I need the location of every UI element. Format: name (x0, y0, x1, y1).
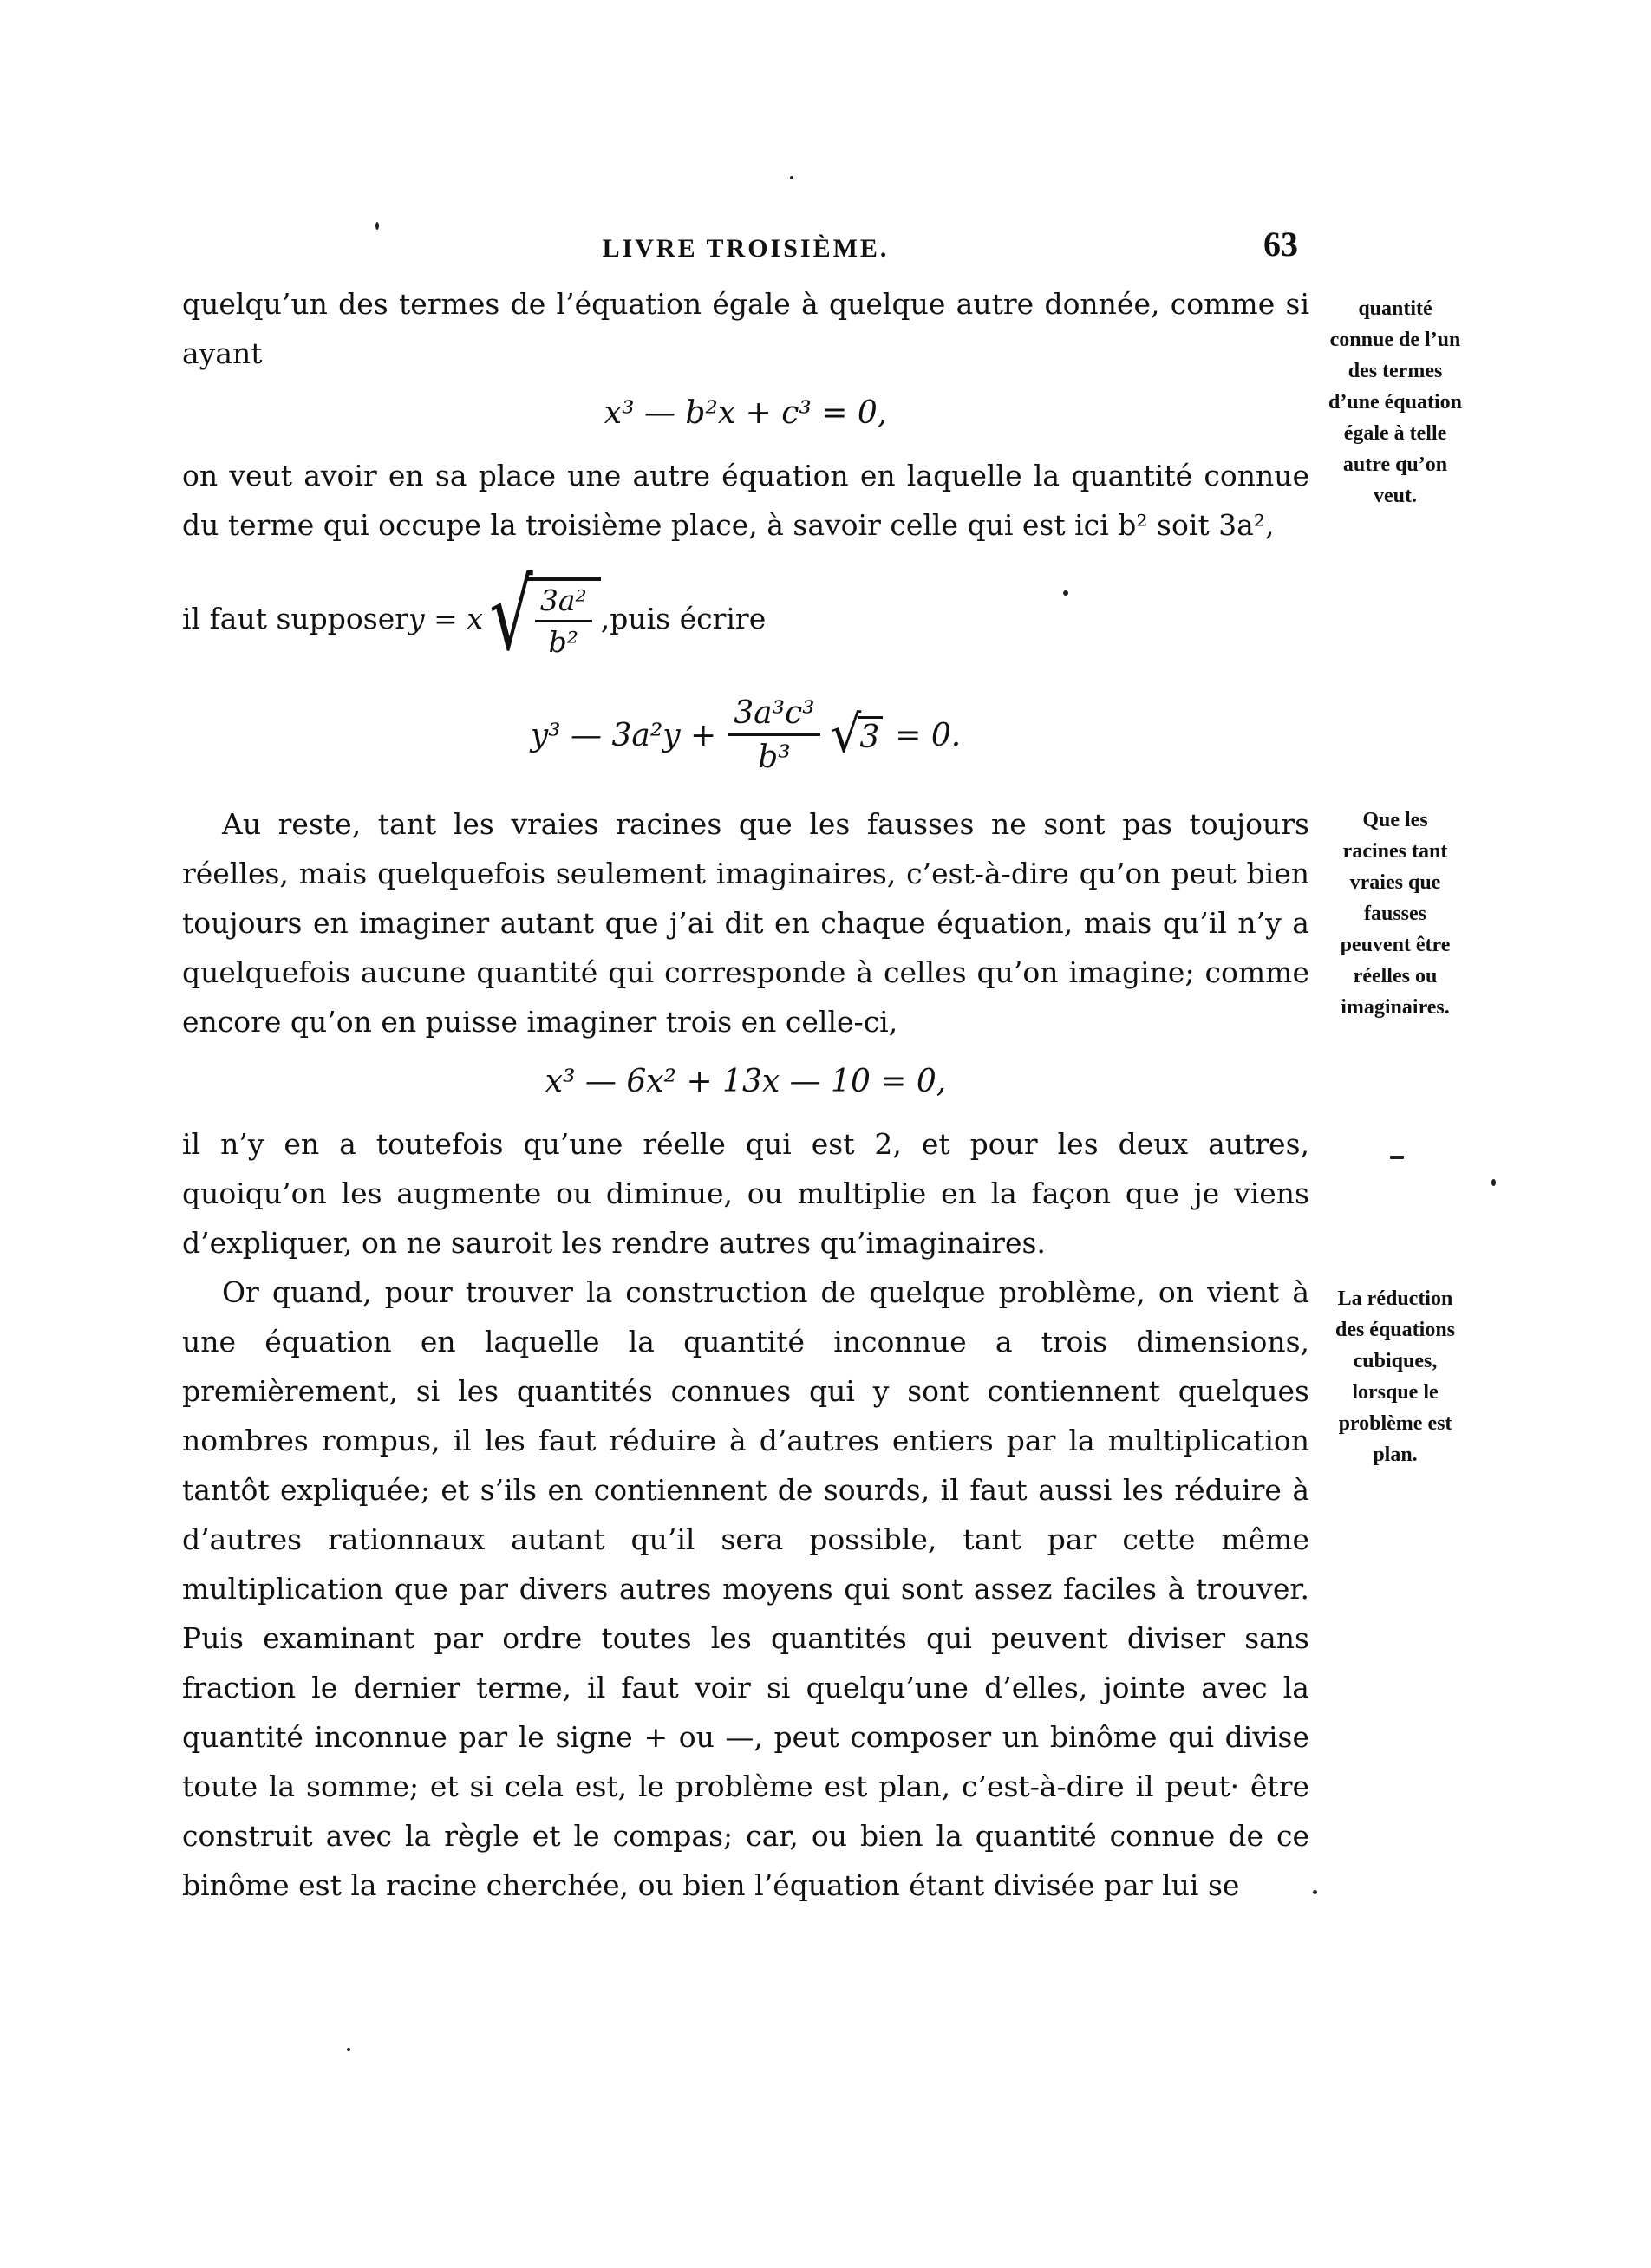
radicand (525, 577, 601, 659)
fraction-denominator: b³ (758, 740, 791, 775)
radical-sign: √ (830, 705, 862, 765)
radical-sign: √ (489, 558, 533, 672)
fraction-denominator: b² (548, 625, 578, 659)
comma: , (600, 601, 610, 635)
paragraph: Or quand, pour trouver la construction de quelque problème, on vient à une équation en laquelle la quantité inconnue a trois dimensions, premièrement, si les quantités connues qui y sont contiennent quelques nombres rompus, il les faut réduire à d’autres entiers par la multiplication tantôt expliquée; et s’ils en contiennent de sourds, il faut aussi les réduire à d’autres rationnaux autant qu’il sera possible, tant par cette même multiplication que par divers autres moyens qui sont assez faciles à trouver. Puis examinant par ordre toutes les quantités qui peuvent diviser sans fraction le dernier terme, il faut voir si quelqu’une d’elles, jointe avec la quantité inconnue par le signe + ou —, peut composer un binôme qui divise toute la somme; et si cela est, le problème est plan, c’est-à-dire il peut· être construit avec la règle et le compas; car, ou bien la quantité connue de ce binôme est la racine cherchée, ou bien l’équation étant divisée par lui se (182, 1275, 1309, 1902)
substitution-math-lead: y = x (408, 601, 483, 635)
equation-cubic-y (182, 683, 1309, 787)
fraction (535, 584, 592, 659)
scan-artifact (1491, 1179, 1496, 1186)
paragraph: on veut avoir en sa place une autre équation en laquelle la quantité connue du terme qui occupe la troisième place, à savoir celle qui est ici b² soit 3a², (182, 459, 1309, 542)
fraction (728, 695, 819, 776)
page-number: 63 (1263, 225, 1298, 264)
margin-note-cubic-reduction: La réduction des équations cubiques, lorsque le problème est plan. (1335, 1287, 1456, 1466)
substitution-line (182, 558, 1309, 675)
radicand: 3 (858, 716, 883, 755)
scan-artifact (375, 222, 379, 230)
body-text-column (182, 279, 1309, 1910)
substitution-prefix: il faut supposer (182, 601, 409, 635)
margin-note-roots-real-imaginary: Que les racines tant vraies que fausses peuvent être réelles ou imaginaires. (1340, 809, 1451, 1019)
fraction-numerator: 3a³c³ (728, 695, 819, 736)
equation-numeric-cubic: x³ — 6x² + 13x — 10 = 0, (545, 1064, 947, 1099)
scan-artifact (1313, 1890, 1317, 1894)
scan-artifact (1063, 590, 1068, 596)
margin-note-known-quantity: quantité connue de l’un des termes d’une équation égale à telle autre qu’on veut. (1328, 297, 1463, 507)
running-title: LIVRE TROISIÈME. (602, 234, 890, 263)
scan-artifact (347, 2048, 350, 2051)
paragraph: il n’y en a toutefois qu’une réelle qui est 2, et pour les deux autres, quoiqu’on les augmente ou diminue, ou multiplie en la façon que je viens d’expliquer, on ne sauroit les rendre autres qu’imaginaires. (182, 1127, 1309, 1260)
equation-left: y³ — 3a²y + (530, 717, 717, 753)
fraction-numerator: 3a² (535, 584, 592, 622)
scan-artifact (790, 176, 793, 179)
scan-artifact (1390, 1156, 1404, 1159)
paragraph: quelqu’un des termes de l’équation égale à quelque autre donnée, comme si ayant (182, 287, 1309, 370)
equation-tail: = 0. (895, 717, 962, 753)
substitution-suffix: puis écrire (610, 601, 767, 635)
equation-cubic-x: x³ — b²x + c³ = 0, (604, 395, 888, 431)
paragraph: Au reste, tant les vraies racines que les fausses ne sont pas toujours réelles, mais quelquefois seulement imaginaires, c’est-à-dire qu’on peut bien toujours en imaginer autant que j’ai dit en chaque équation, mais qu’il n’y a quelquefois aucune quantité qui corresponde à celles qu’on imagine; comme encore qu’on en puisse imaginer trois en celle-ci, (182, 807, 1309, 1039)
